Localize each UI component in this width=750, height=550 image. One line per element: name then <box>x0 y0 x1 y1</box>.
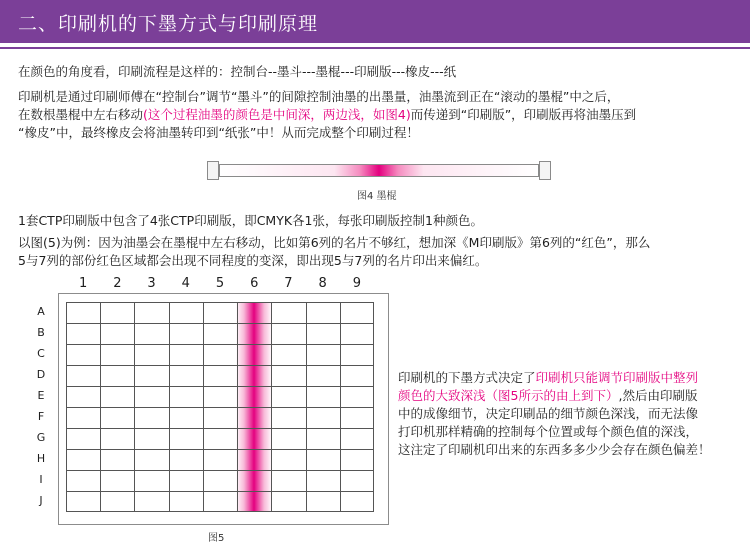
column-number: 6 <box>250 276 259 291</box>
grid-horizontal-line <box>66 491 374 492</box>
roller-left-cap <box>207 161 219 180</box>
side-note-line1 <box>398 369 698 386</box>
row-letter: D <box>36 368 46 381</box>
side-note-line2-c: ,然后由印刷版 <box>618 388 698 403</box>
side-note-line5: 这注定了印刷机印出来的东西多多少少会存在颜色偏差！ <box>398 442 711 457</box>
para1-line2 <box>18 106 636 123</box>
column-number: 9 <box>352 276 361 291</box>
grid-horizontal-line <box>66 428 374 429</box>
intro-text: 在颜色的角度看，印刷流程是这样的：控制台--墨斗---墨棍---印刷版---橡皮---纸 <box>18 64 457 79</box>
column-number: 1 <box>78 276 88 291</box>
para1-line2-end: 而传递到“印刷版”，印刷版再将油墨压到 <box>410 107 637 122</box>
row-letter: C <box>37 347 45 360</box>
row-letter: I <box>39 473 43 486</box>
grid-horizontal-line <box>66 449 374 450</box>
header-underline <box>0 47 750 49</box>
para2-text: 1套CTP印刷版中包含了4张CTP印刷版，即CMYK各1张，每张印刷版控制1种颜色。 <box>18 213 483 228</box>
column-number: 5 <box>215 276 225 291</box>
side-note-line3: 中的成像细节，决定印刷品的细节颜色深浅，而无法像 <box>398 406 699 421</box>
grid-horizontal-line <box>66 365 374 366</box>
para1-line2-highlight: (这个过程油墨的颜色是中间深，两边浅，如图4) <box>143 107 411 122</box>
row-letter: B <box>37 326 45 339</box>
side-note-line4: 打印机那样精确的控制每个位置或每个颜色值的深浅， <box>398 424 699 439</box>
roller-right-cap <box>539 161 551 180</box>
grid-horizontal-line <box>66 407 374 408</box>
section-header <box>0 0 750 43</box>
side-note-line2-a: 颜色的大致深浅 <box>398 388 486 403</box>
grid-horizontal-line <box>66 386 374 387</box>
row-letter: E <box>37 389 45 402</box>
row-letter: A <box>37 305 45 318</box>
side-note-line1-a: 印刷机的下墨方式决定了 <box>398 370 536 385</box>
row-letter: H <box>36 452 46 465</box>
grid-horizontal-line <box>66 470 374 471</box>
column-number: 7 <box>284 276 293 291</box>
para1-line2-start: 在数根墨棍中左右移动 <box>18 107 144 122</box>
para3-line2: 5与7列的部份红色区域都会出现不同程度的变深，即出现5与7列的名片印出来偏红。 <box>18 253 488 268</box>
column-number: 4 <box>181 276 190 291</box>
para1-line1: 印刷机是通过印刷师傅在“控制台”调节“墨斗”的间隙控制油墨的出墨量，油墨流到正在“滚动的墨棍”中之后， <box>18 89 620 104</box>
grid-horizontal-line <box>66 323 374 324</box>
ink-roller-body <box>219 164 539 177</box>
column-number: 2 <box>113 276 122 291</box>
para3-line1: 以图(5)为例：因为油墨会在墨棍中左右移动，比如第6列的名片不够红，想加深《M印刷版》第6列的“红色”，那么 <box>18 235 651 250</box>
ink-roller-figure <box>207 161 551 181</box>
row-letter: J <box>39 494 43 507</box>
figure5-caption: 图5 <box>208 533 225 544</box>
para1-line3: “橡皮”中，最终橡皮会将油墨转印到“纸张”中！从而完成整个印刷过程！ <box>18 125 419 140</box>
side-note-line2 <box>398 387 697 404</box>
row-letter: G <box>36 431 46 444</box>
section-title: 二、印刷机的下墨方式与印刷原理 <box>18 13 319 35</box>
figure4-caption: 图4 墨棍 <box>357 191 397 202</box>
grid-horizontal-line <box>66 344 374 345</box>
column-number: 3 <box>147 276 156 291</box>
side-note-line1-b: 印刷机只能调节印刷版中整列 <box>535 370 699 385</box>
column-number: 8 <box>318 276 327 291</box>
side-note-line2-b: （图5所示的由上到下） <box>485 388 619 403</box>
row-letter: F <box>37 410 45 423</box>
